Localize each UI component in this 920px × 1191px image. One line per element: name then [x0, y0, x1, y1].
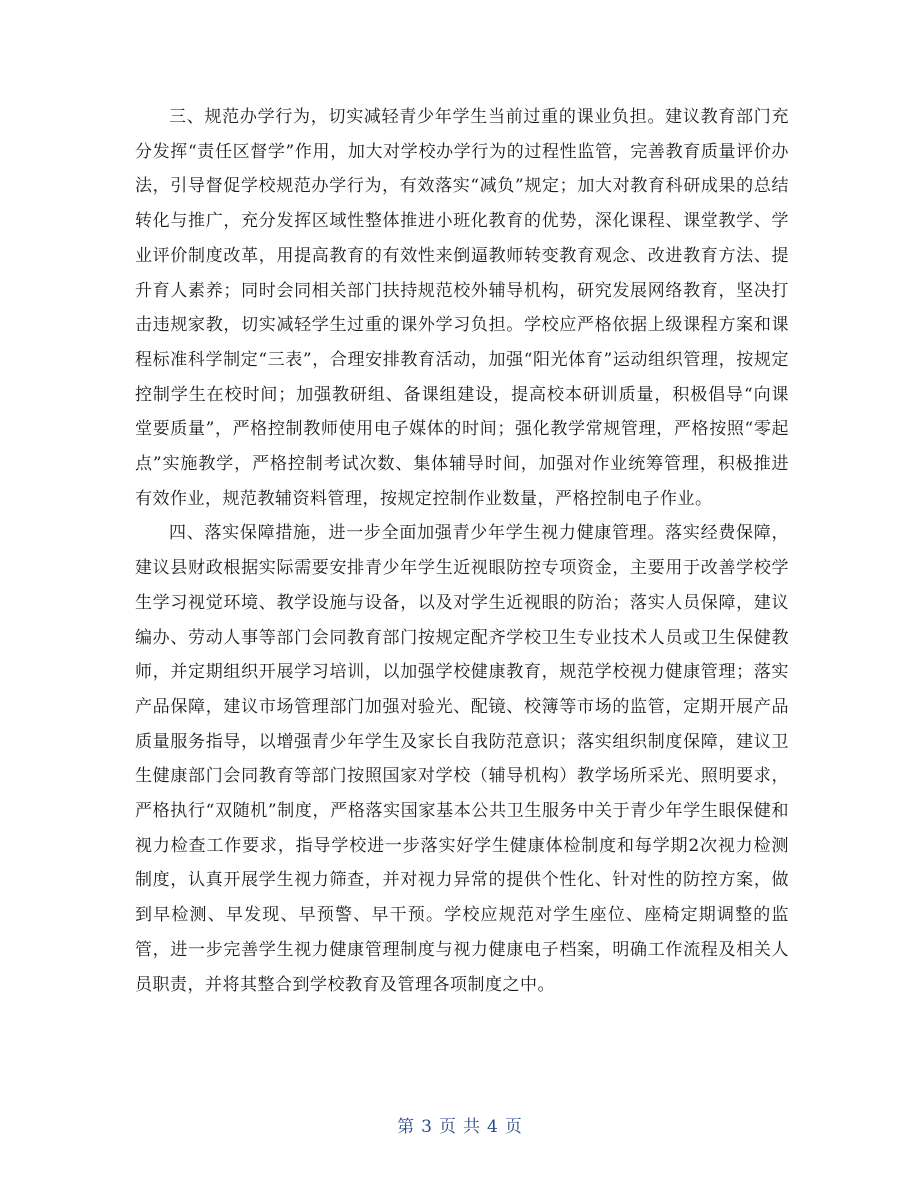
- page-footer: [0, 1112, 920, 1137]
- footer-prefix: 第: [397, 1117, 416, 1137]
- paragraph-section-three: 三、规范办学行为，切实减轻青少年学生当前过重的课业负担。建议教育部门充分发挥“责任区督学”作用，加大对学校办学行为的过程性监管，完善教育质量评价办法，引导督促学校规范办学行为，有效落实“减负”规定；加大对教育科研成果的总结转化与推广，充分发挥区域性整体推进小班化教育的优势，深化课程、课堂教学、学业评价制度改革，用提高教育的有效性来倒逼教师转变教育观念、改进教育方法、提升育人素养；同时会同相关部门扶持规范校外辅导机构，研究发展网络教育，坚决打击违规家教，切实减轻学生过重的课外学习负担。学校应严格依据上级课程方案和课程标准科学制定“三表”，合理安排教育活动，加强“阳光体育”运动组织管理，按规定控制学生在校时间；加强教研组、备课组建设，提高校本研训质量，积极倡导“向课堂要质量”，严格控制教师使用电子媒体的时间；强化教学常规管理，严格按照“零起点”实施教学，严格控制考试次数、集体辅导时间，加强对作业统筹管理，积极推进有效作业，规范教辅资料管理，按规定控制作业数量，严格控制电子作业。: [135, 107, 789, 509]
- footer-suffix: 页: [504, 1117, 523, 1137]
- footer-page-word: 页: [439, 1117, 457, 1137]
- document-body: [135, 100, 789, 1002]
- footer-current-page: 3: [421, 1117, 433, 1137]
- paragraph-section-four: 四、落实保障措施，进一步全面加强青少年学生视力健康管理。落实经费保障，建议县财政根据实际需要安排青少年学生近视眼防控专项资金，主要用于改善学校学生学习视觉环境、教学设施与设备，以及对学生近视眼的防治；落实人员保障，建议编办、劳动人事等部门会同教育部门按规定配齐学校卫生专业技术人员或卫生保健教师，并定期组织开展学习培训，以加强学校健康教育，规范学校视力健康管理；落实产品保障，建议市场管理部门加强对验光、配镜、校簿等市场的监管，定期开展产品质量服务指导，以增强青少年学生及家长自我防范意识；落实组织制度保障，建议卫生健康部门会同教育等部门按照国家对学校（辅导机构）教学场所采光、照明要求，严格执行“双随机”制度，严格落实国家基本公共卫生服务中关于青少年学生眼保健和视力检查工作要求，指导学校进一步落实好学生健康体检制度和每学期2次视力检测制度，认真开展学生视力筛查，并对视力异常的提供个性化、针对性的防控方案，做到早检测、早发现、早预警、早干预。学校应规范对学生座位、座椅定期调整的监管，进一步完善学生视力健康管理制度与视力健康电子档案，明确工作流程及相关人员职责，并将其整合到学校教育及管理各项制度之中。: [135, 523, 789, 995]
- footer-total-word: 共: [463, 1117, 481, 1137]
- footer-total-pages: 4: [487, 1117, 499, 1137]
